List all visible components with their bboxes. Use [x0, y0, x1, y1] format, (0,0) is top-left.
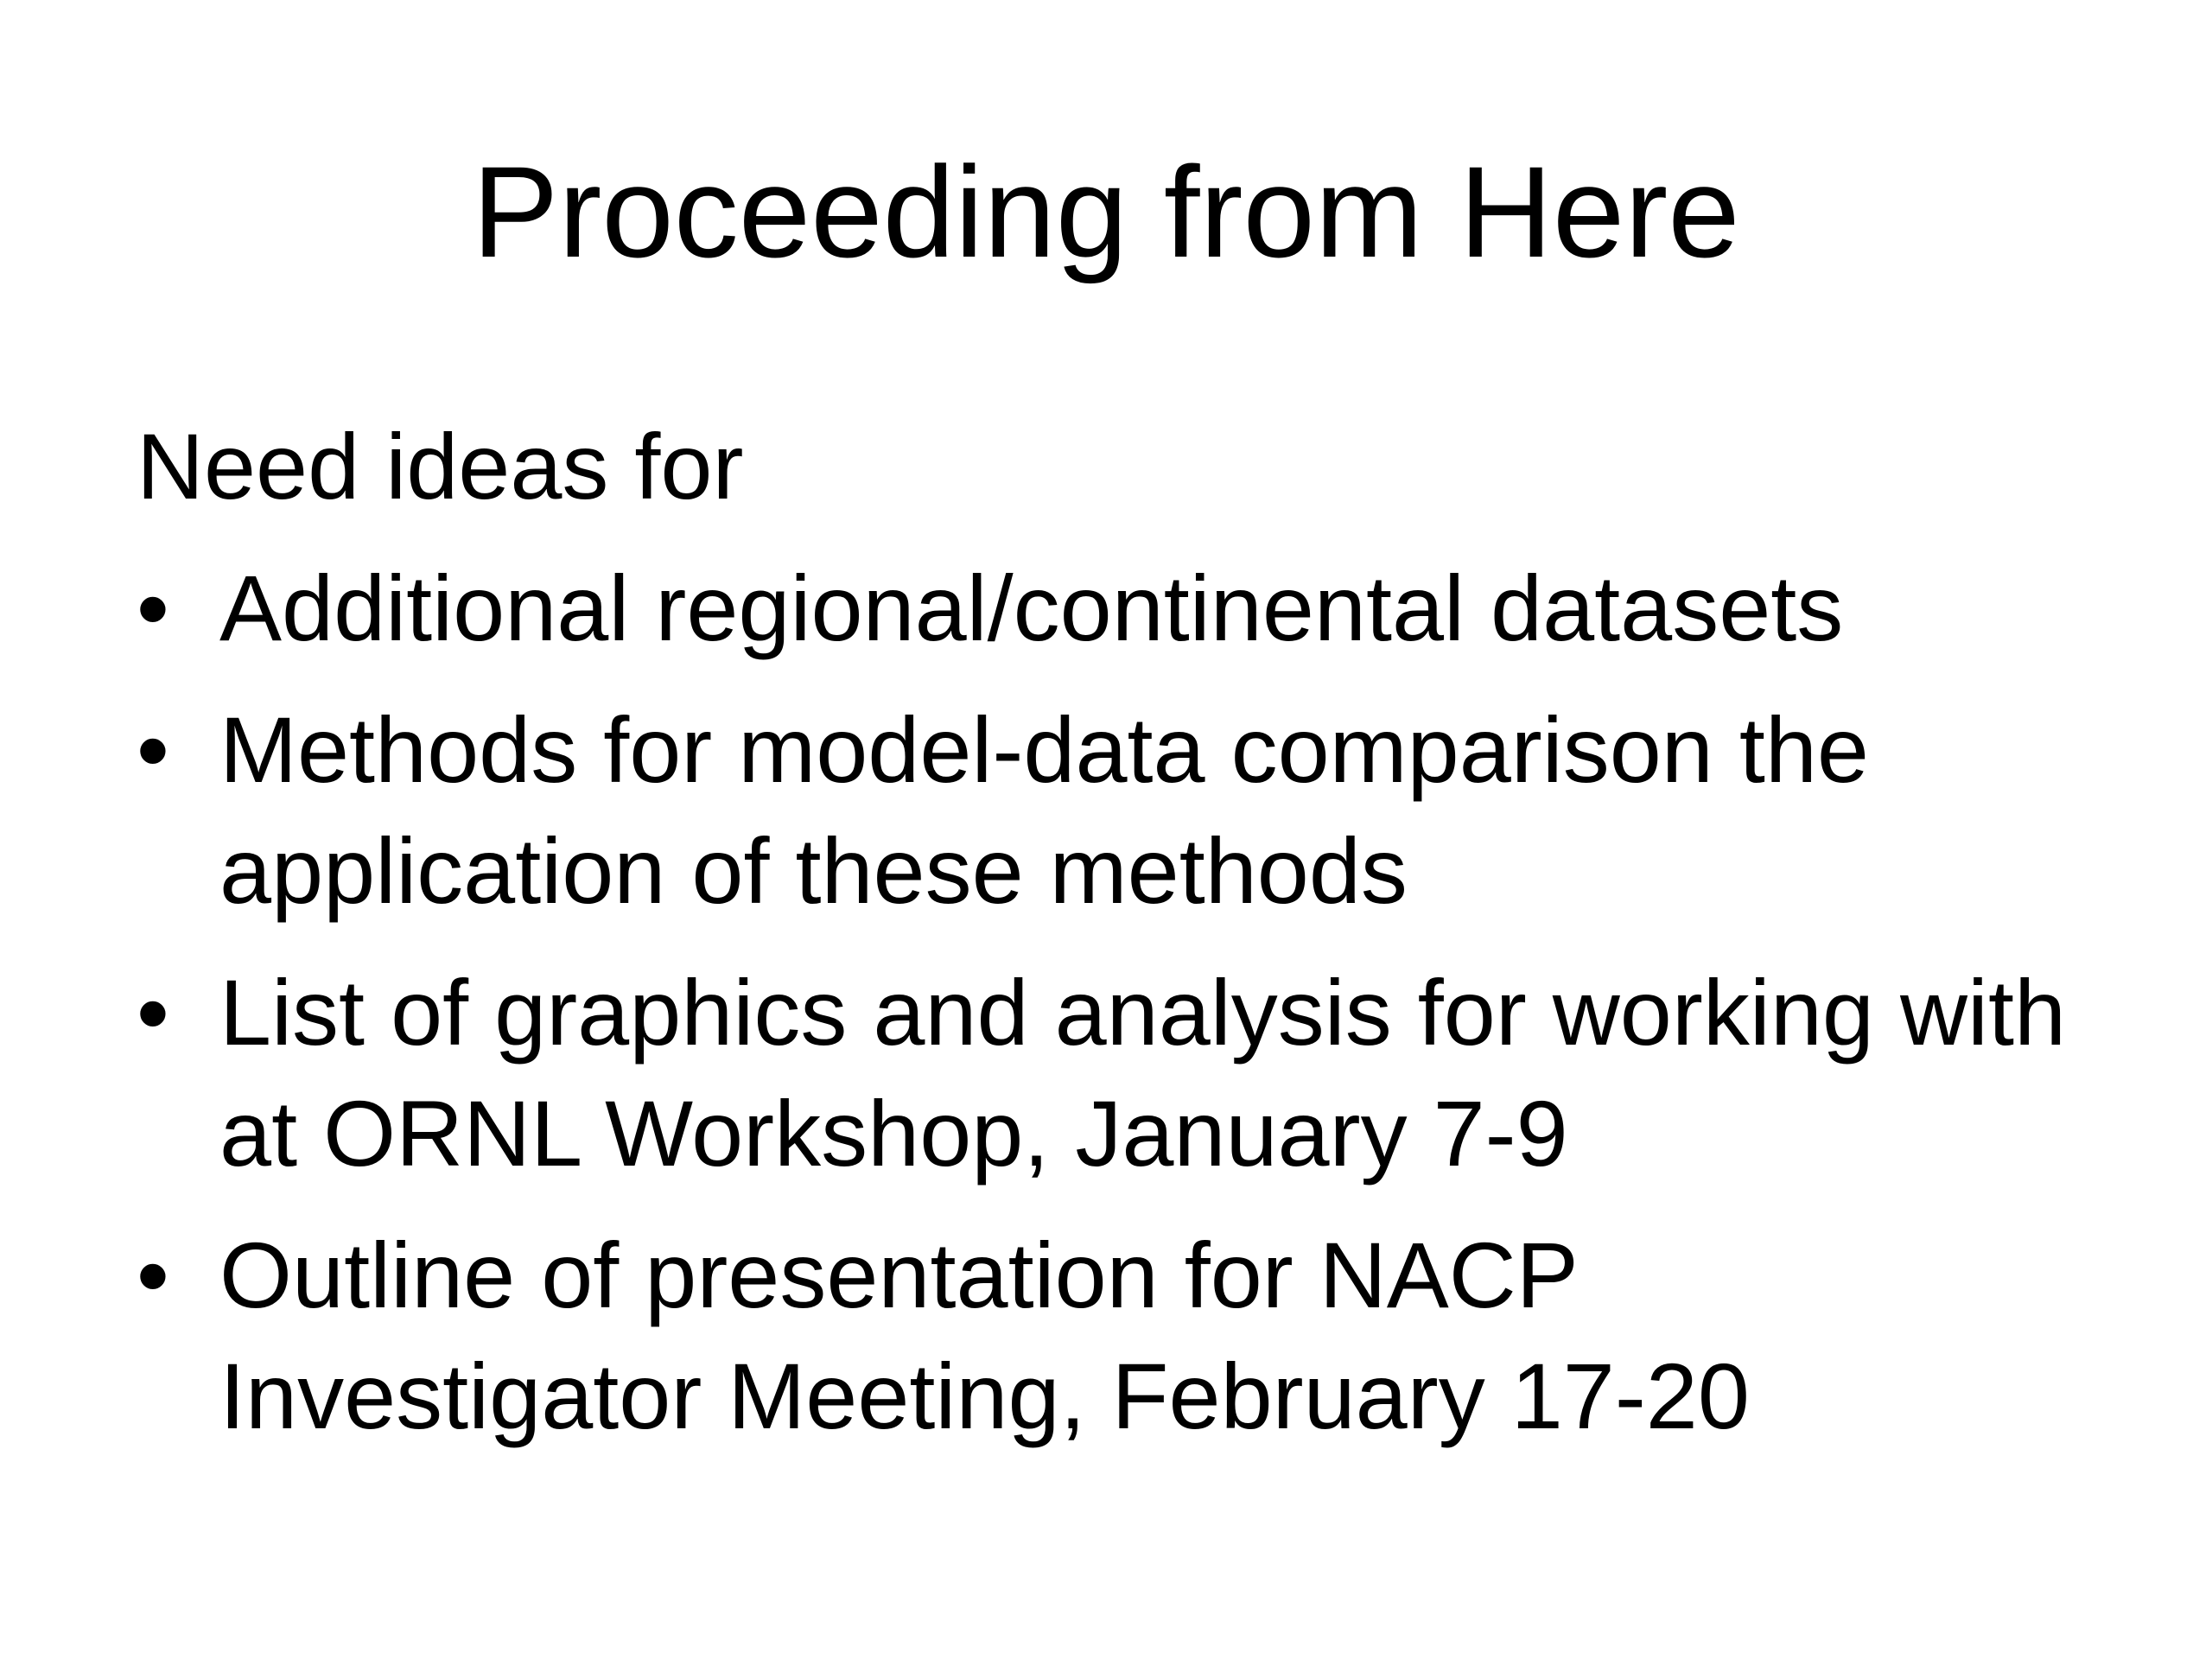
bullet-icon: •: [137, 556, 169, 660]
bullet-text: List of graphics and analysis for working with at ORNL Workshop, January 7-9: [219, 960, 2067, 1185]
bullet-text: Outline of presentation for NACP Investigator Meeting, February 17-20: [219, 1223, 1750, 1448]
bullet-item: [137, 952, 2081, 1194]
bullet-item: [137, 690, 2081, 931]
bullet-icon: •: [137, 1223, 169, 1327]
bullet-item: [137, 548, 2081, 669]
slide-title: Proceeding from Here: [472, 139, 1740, 284]
bullet-item: [137, 1215, 2081, 1457]
intro-text: Need ideas for: [137, 414, 744, 518]
bullet-icon: •: [137, 697, 169, 802]
slide-body: [137, 406, 2081, 1478]
bullet-icon: •: [137, 960, 169, 1065]
bullet-text: Methods for model-data comparison the application of these methods: [219, 697, 1869, 923]
bullet-list: [137, 548, 2081, 1457]
bullet-text: Additional regional/continental datasets: [219, 556, 1844, 660]
